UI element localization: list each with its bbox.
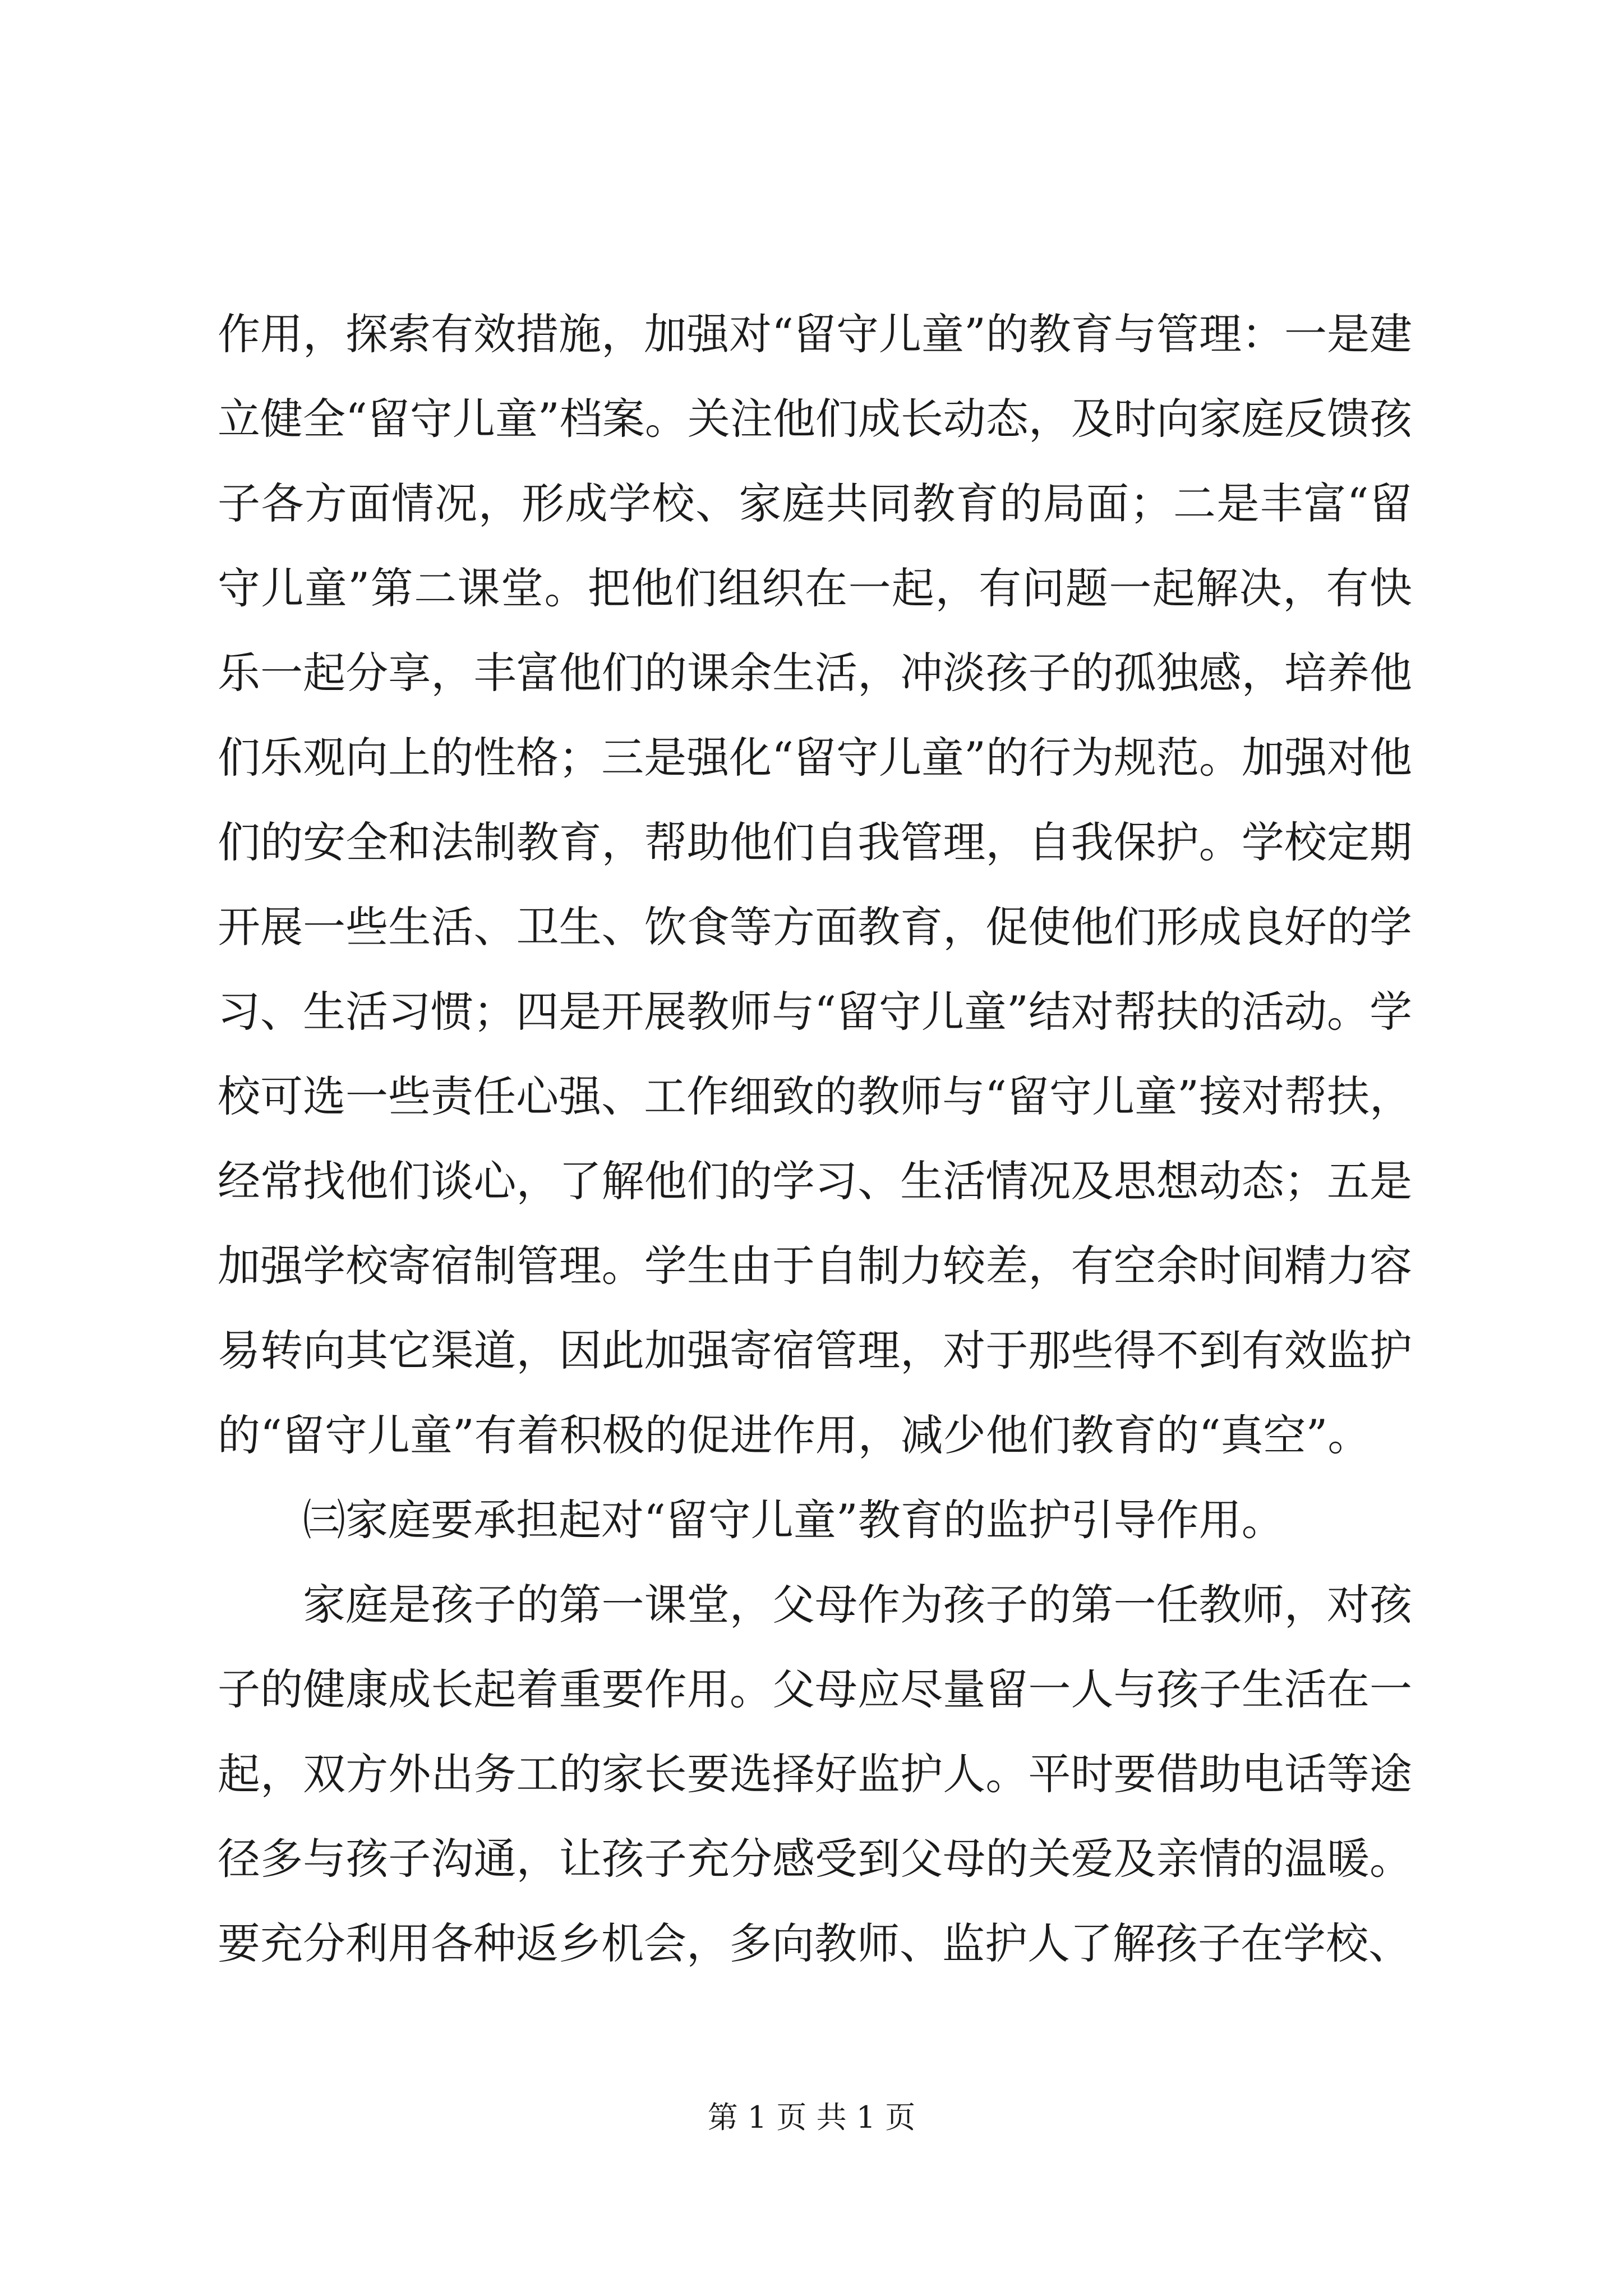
page-footer: 第 1 页 共 1 页	[707, 2100, 916, 2135]
paragraph-family: 家庭是孩子的第一课堂，父母作为孩子的第一任教师，对孩子的健康成长起着重要作用。父母应尽量留一人与孩子生活在一起，双方外出务工的家长要选择好监护人。平时要借助电话等途径多与孩子沟通，让孩子充分感受到父母的关爱及亲情的温暖。要充分利用各种返乡机会，多向教师、监护人了解孩子在学校、	[218, 1580, 1412, 1968]
paragraph-measures: 作用，探索有效措施，加强对“留守儿童”的教育与管理：一是建立健全“留守儿童”档案。关注他们成长动态，及时向家庭反馈孩子各方面情况，形成学校、家庭共同教育的局面；二是丰富“留守儿童”第二课堂。把他们组织在一起，有问题一起解决，有快乐一起分享，丰富他们的课余生活，冲淡孩子的孤独感，培养他们乐观向上的性格；三是强化“留守儿童”的行为规范。加强对他们的安全和法制教育，帮助他们自我管理，自我保护。学校定期开展一些生活、卫生、饮食等方面教育，促使他们形成良好的学习、生活习惯；四是开展教师与“留守儿童”结对帮扶的活动。学校可选一些责任心强、工作细致的教师与“留守儿童”接对帮扶，经常找他们谈心，了解他们的学习、生活情况及思想动态；五是加强学校寄宿制管理。学生由于自制力较差，有空余时间精力容易转向其它渠道，因此加强寄宿管理，对于那些得不到有效监护的“留守儿童”有着积极的促进作用，减少他们教育的“真空”。	[218, 309, 1412, 1460]
body-text	[218, 292, 1412, 1986]
section-heading-family: ㈢家庭要承担起对“留守儿童”教育的监护引导作用。	[303, 1495, 1284, 1545]
